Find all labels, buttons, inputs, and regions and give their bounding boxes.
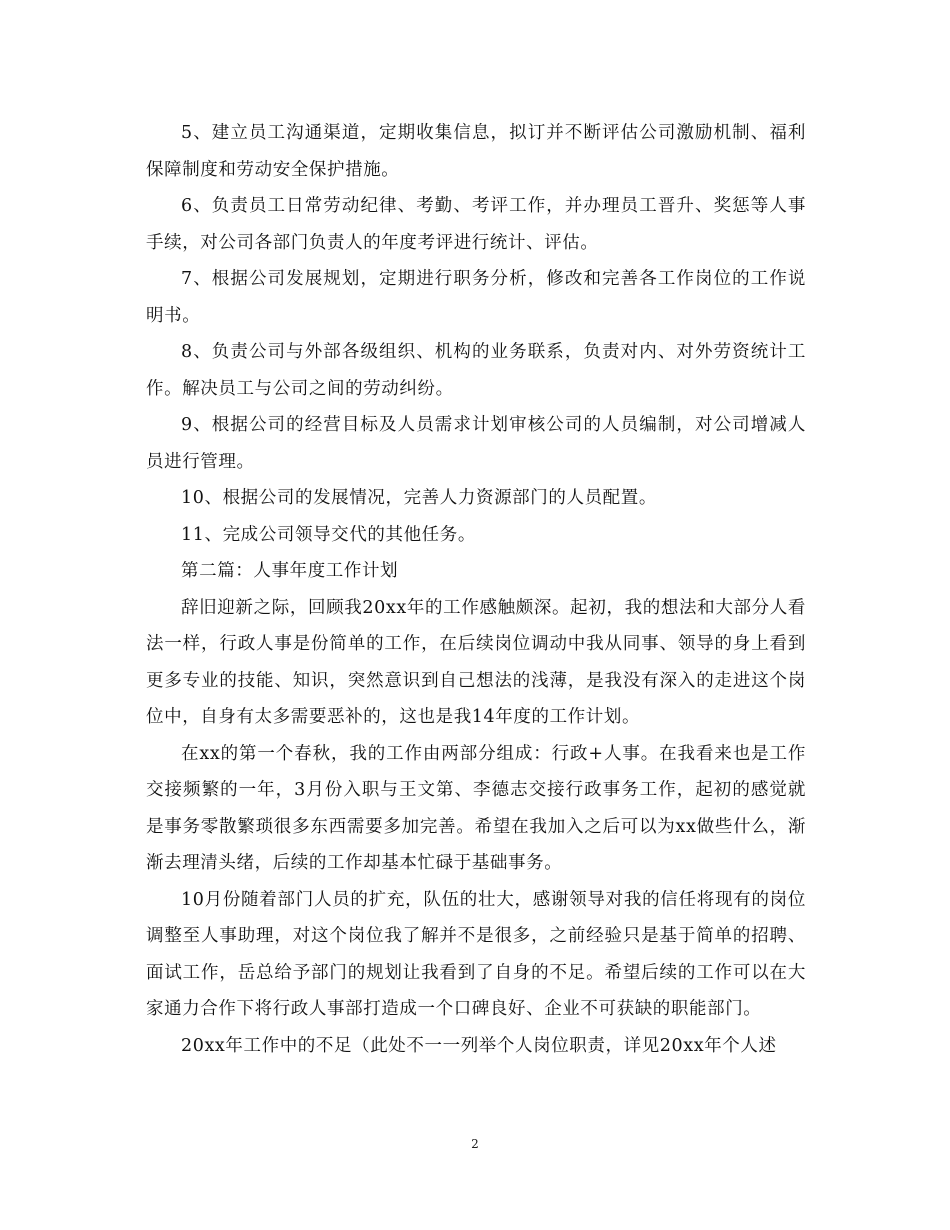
section-heading: 第二篇：人事年度工作计划: [181, 561, 399, 581]
paragraph-shortcomings: 20xx年工作中的不足（此处不一一列举个人岗位职责，详见20xx年个人述: [181, 1035, 777, 1056]
paragraph-item-5: 5、建立员工沟通渠道，定期收集信息，拟订并不断评估公司激励机制、福利保障制度和劳动安全保护措施。: [146, 123, 806, 180]
document-body: [146, 115, 806, 1064]
paragraph-item-9: 9、根据公司的经营目标及人员需求计划审核公司的人员编制，对公司增减人员进行管理。: [146, 415, 806, 472]
paragraph-item-7: 7、根据公司发展规划，定期进行职务分析，修改和完善各工作岗位的工作说明书。: [146, 269, 806, 326]
paragraph-item-11: 11、完成公司领导交代的其他任务。: [181, 524, 476, 545]
paragraph-item-6: 6、负责员工日常劳动纪律、考勤、考评工作，并办理员工晋升、奖惩等人事手续，对公司各部门负责人的年度考评进行统计、评估。: [146, 196, 806, 253]
paragraph-first-year: 在xx的第一个春秋，我的工作由两部分组成：行政+人事。在我看来也是工作交接频繁的一年，3月份入职与王文第、李德志交接行政事务工作，起初的感觉就是事务零散繁琐很多东西需要多加完善。希望在我加入之后可以为xx做些什么，渐渐去理清头绪，后续的工作却基本忙碌于基础事务。: [146, 743, 806, 873]
page-number: 2: [471, 1137, 479, 1151]
paragraph-item-8: 8、负责公司与外部各级组织、机构的业务联系，负责对内、对外劳资统计工作。解决员工与公司之间的劳动纠纷。: [146, 342, 806, 399]
paragraph-intro: 辞旧迎新之际，回顾我20xx年的工作感触颇深。起初，我的想法和大部分人看法一样，行政人事是份简单的工作，在后续岗位调动中我从同事、领导的身上看到更多专业的技能、知识，突然意识到自己想法的浅薄，是我没有深入的走进这个岗位中，自身有太多需要恶补的，这也是我14年度的工作计划。: [146, 597, 806, 727]
paragraph-item-10: 10、根据公司的发展情况，完善人力资源部门的人员配置。: [181, 488, 657, 508]
paragraph-october: 10月份随着部门人员的扩充，队伍的壮大，感谢领导对我的信任将现有的岗位调整至人事助理，对这个岗位我了解并不是很多，之前经验只是基于简单的招聘、面试工作，岳总给予部门的规划让我看到了自身的不足。希望后续的工作可以在大家通力合作下将行政人事部打造成一个口碑良好、企业不可获缺的职能部门。: [146, 889, 806, 1019]
